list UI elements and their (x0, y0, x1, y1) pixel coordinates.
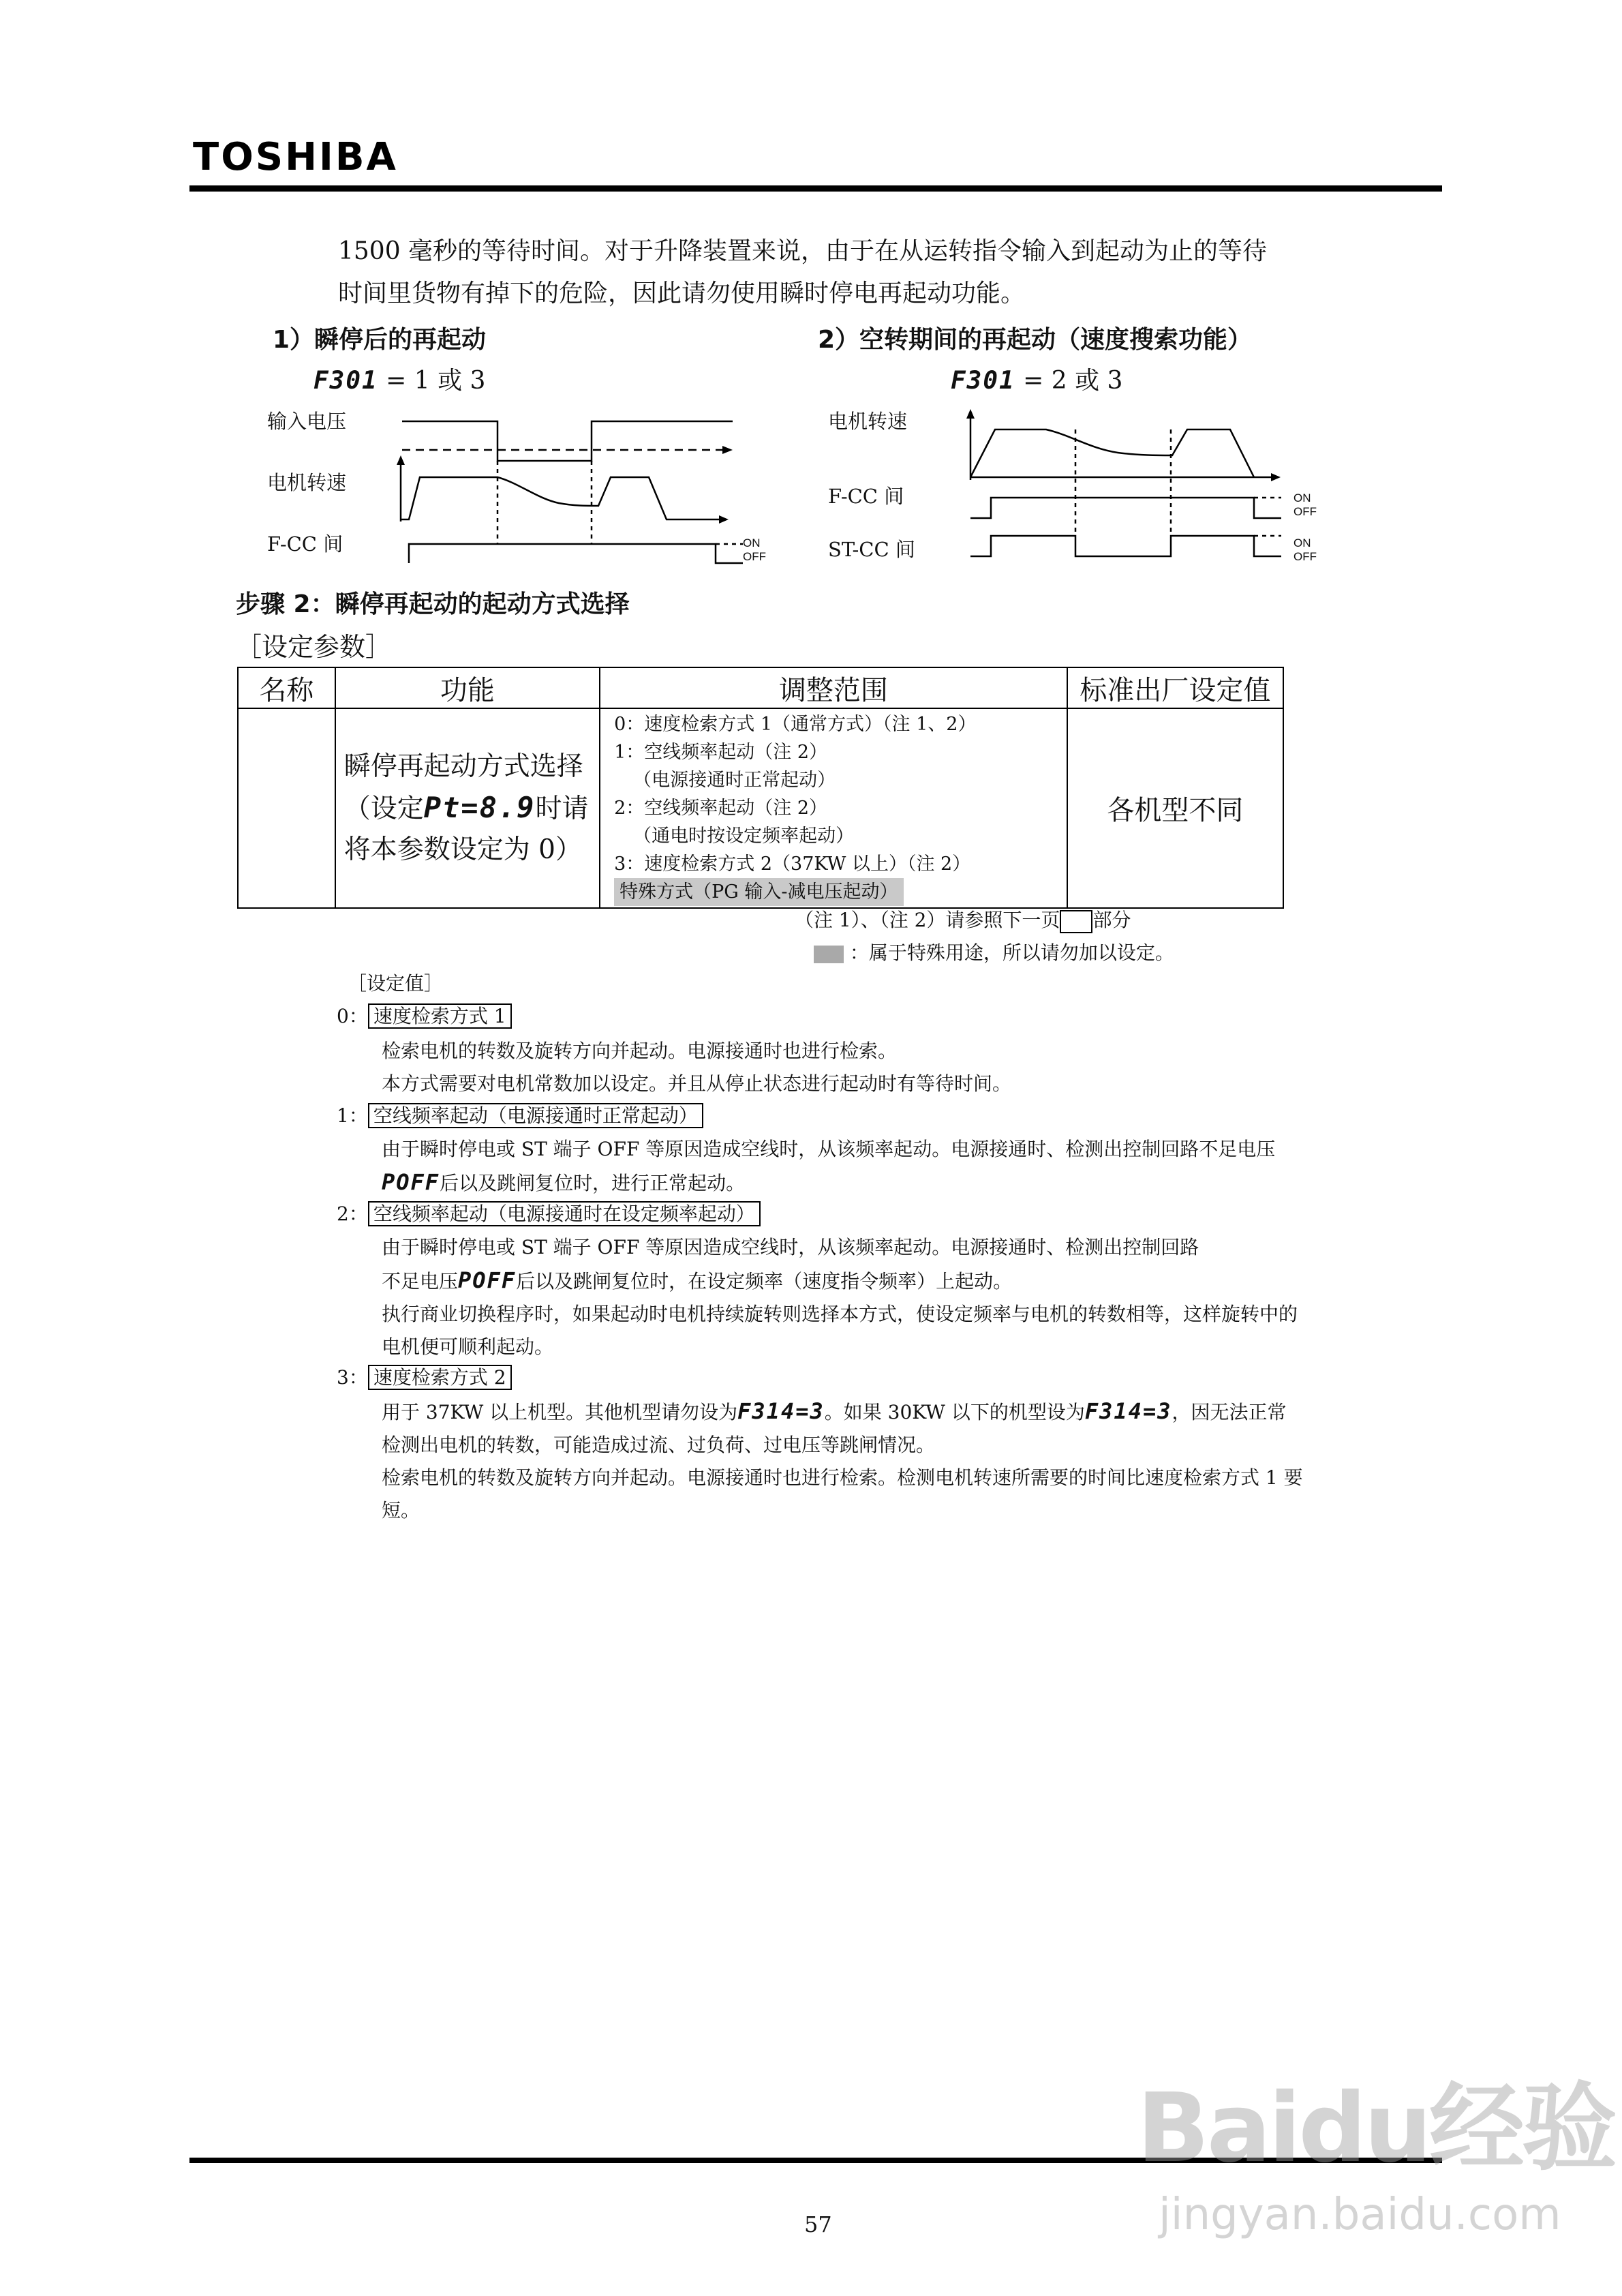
col-header-range: 调整范围 (600, 667, 1067, 708)
value-2-heading (337, 1198, 761, 1230)
value-2-desc (382, 1231, 1445, 1363)
range-option-1: 1：空线频率起动（注 2） (614, 742, 828, 763)
value-3-num: 3： (337, 1366, 368, 1389)
col-header-name: 名称 (238, 667, 335, 708)
range-option-2-note: （通电时按设定频率起动） (633, 826, 855, 847)
value-3-line-1-mid: 。如果 30KW 以下的机型设为 (824, 1401, 1085, 1423)
page-number: 57 (804, 2211, 832, 2237)
value-3-heading (337, 1362, 512, 1393)
col-header-default: 标准出厂设定值 (1067, 667, 1283, 708)
value-2-line-2 (382, 1264, 1445, 1298)
parameter-table (237, 667, 1284, 909)
value-0-title: 速度检索方式 1 (368, 1003, 512, 1029)
diagram1-label-voltage: 输入电压 (267, 410, 347, 433)
diagram2-off-label-fcc: OFF (1294, 505, 1317, 518)
note-reference-post: 部分 (1092, 909, 1131, 931)
step2-subtitle: ［设定参数］ (236, 632, 392, 662)
function-text-pre: 瞬停再起动方式选择（设定 (343, 751, 583, 824)
value-1-line-1: 由于瞬时停电或 ST 端子 OFF 等原因造成空线时，从该频率起动。电源接通时、检测出控制回路不足电压 (382, 1138, 1276, 1160)
diagram1-param-value: = 1 或 3 (386, 367, 486, 395)
value-0-line-1: 检索电机的转数及旋转方向并起动。电源接通时也进行检索。 (382, 1040, 898, 1062)
header-rule (189, 185, 1442, 192)
range-option-special: 特殊方式（PG 输入-减电压起动） (614, 878, 903, 906)
value-1-num: 1： (337, 1104, 368, 1127)
function-code: Pt=8.9 (423, 790, 536, 824)
table-header-row (238, 667, 1283, 708)
range-option-3: 3：速度检索方式 2（37KW 以上）（注 2） (614, 854, 971, 875)
watermark-url: jingyan.baidu.com (1159, 2190, 1561, 2240)
value-1-heading (337, 1100, 703, 1132)
cell-function (335, 708, 600, 908)
value-2-line-2-post: 后以及跳闸复位时，在设定频率（速度指令频率）上起动。 (516, 1270, 1013, 1293)
diagram2-param (951, 361, 1122, 396)
watermark-logo: Baidu经验 (1137, 2073, 1615, 2184)
value-3-line-4: 短。 (382, 1499, 420, 1522)
step2-title: 步骤 2：瞬停再起动的起动方式选择 (236, 590, 630, 618)
value-2-num: 2： (337, 1203, 368, 1225)
diagram1-label-fcc: F-CC 间 (267, 532, 343, 556)
value-2-line-1: 由于瞬时停电或 ST 端子 OFF 等原因造成空线时，从该频率起动。电源接通时、检测出控制回路 (382, 1236, 1199, 1258)
cell-range (600, 708, 1067, 908)
value-3-line-1-pre: 用于 37KW 以上机型。其他机型请勿设为 (382, 1401, 738, 1423)
diagram2-param-code: F301 (951, 367, 1015, 395)
diagram2-label-fcc: F-CC 间 (828, 485, 904, 508)
diagram2-label-speed: 电机转速 (828, 410, 908, 433)
value-2-line-4: 电机便可顺利起动。 (382, 1335, 554, 1358)
value-3-line-3: 检索电机的转数及旋转方向并起动。电源接通时也进行检索。检测电机转速所需要的时间比速度检索方式 1 要 (382, 1466, 1303, 1489)
diagram1-param (313, 361, 485, 396)
range-option-2: 2：空线频率起动（注 2） (614, 798, 828, 819)
diagram1-title: 1）瞬停后的再起动 (273, 326, 487, 354)
diagram2-label-stcc: ST-CC 间 (828, 538, 915, 561)
diagram2-on-label-fcc: ON (1294, 492, 1311, 504)
value-0-desc (382, 1035, 1445, 1100)
value-1-title: 空线频率起动（电源接通时正常起动） (368, 1103, 703, 1128)
intro-line-2: 时间里货物有掉下的危险，因此请勿使用瞬时停电再起动功能。 (338, 280, 1026, 307)
diagram2-on-label-stcc: ON (1294, 537, 1311, 549)
note-reference-pre: （注 1）、（注 2）请参照下一页 (795, 909, 1060, 931)
special-swatch-icon (814, 946, 844, 963)
diagram2-timing-chart (954, 402, 1309, 573)
value-3-line-1 (382, 1395, 1445, 1429)
value-2-line-3: 执行商业切换程序时，如果起动时电机持续旋转则选择本方式，使设定频率与电机的转数相等，这样旋转中的 (382, 1303, 1298, 1325)
diagram1-on-label: ON (743, 537, 761, 549)
diagram1-param-code: F301 (313, 367, 378, 395)
reference-box-icon (1060, 910, 1092, 933)
cell-default: 各机型不同 (1067, 708, 1283, 908)
value-1-line-2-text: 后以及跳闸复位时，进行正常起动。 (440, 1172, 746, 1194)
value-3-code-1: F314=3 (737, 1398, 825, 1424)
range-option-1-note: （电源接通时正常起动） (633, 770, 836, 791)
diagram2-param-value: = 2 或 3 (1023, 367, 1123, 395)
values-heading: ［设定值］ (348, 972, 444, 995)
value-1-line-2 (382, 1166, 1445, 1200)
cell-name (238, 708, 335, 908)
value-2-code: POFF (458, 1267, 517, 1293)
value-1-desc (382, 1133, 1445, 1200)
value-2-title: 空线频率起动（电源接通时在设定频率起动） (368, 1201, 761, 1226)
function-text-post: 时请将本参数设定为 0） (343, 793, 589, 865)
value-3-desc (382, 1395, 1445, 1527)
intro-paragraph (338, 230, 1449, 315)
value-3-code-2: F314=3 (1084, 1398, 1172, 1424)
value-0-heading (337, 1001, 512, 1032)
value-3-title: 速度检索方式 2 (368, 1365, 512, 1390)
col-header-function: 功能 (335, 667, 600, 708)
range-option-0: 0：速度检索方式 1（通常方式）（注 1、2） (614, 714, 977, 735)
diagram1-off-label: OFF (743, 550, 766, 563)
value-2-line-2-pre: 不足电压 (382, 1270, 459, 1293)
diagram2-off-label-stcc: OFF (1294, 550, 1317, 563)
note-reference (795, 905, 1131, 933)
note-special (814, 938, 1174, 965)
value-1-code: POFF (382, 1169, 440, 1195)
diagram2-title: 2）空转期间的再起动（速度搜索功能） (818, 326, 1253, 354)
diagram1-label-speed: 电机转速 (267, 471, 347, 494)
table-row (238, 708, 1283, 908)
intro-line-1: 1500 毫秒的等待时间。对于升降装置来说，由于在从运转指令输入到起动为止的等待 (338, 237, 1268, 265)
value-0-line-2: 本方式需要对电机常数加以设定。并且从停止状态进行起动时有等待时间。 (382, 1072, 1012, 1095)
diagram1-timing-chart (382, 402, 763, 573)
value-3-line-2: 检测出电机的转数，可能造成过流、过负荷、过电压等跳闸情况。 (382, 1434, 936, 1456)
note-special-text: ：属于特殊用途，所以请勿加以设定。 (849, 941, 1174, 964)
brand-logo: TOSHIBA (193, 135, 398, 179)
value-3-line-1-post: ，因无法正常 (1172, 1401, 1287, 1423)
value-0-num: 0： (337, 1005, 368, 1027)
